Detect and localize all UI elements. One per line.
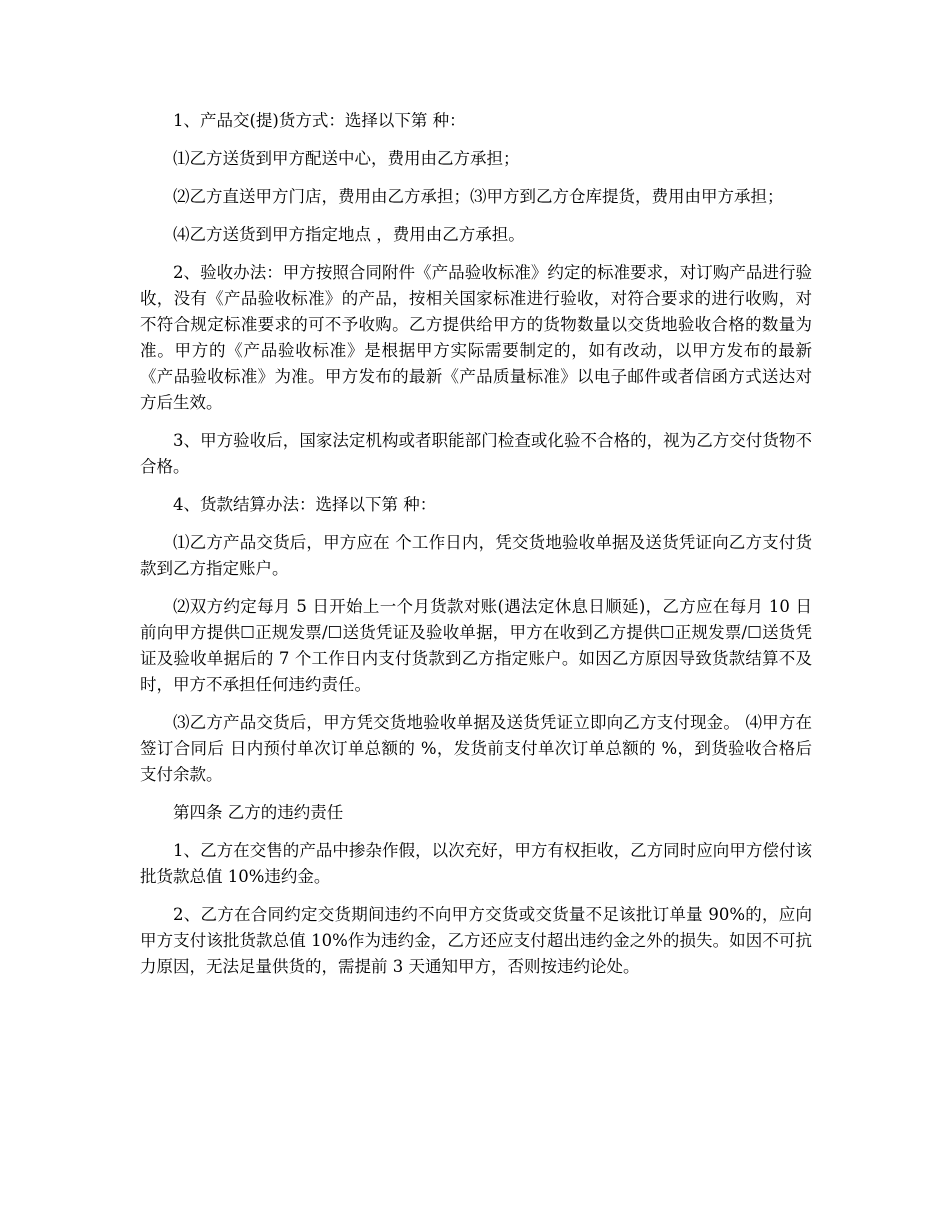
paragraph-post-acceptance: 3、甲方验收后，国家法定机构或者职能部门检查或化验不合格的，视为乙方交付货物不合格。 [140, 431, 812, 476]
paragraph-acceptance-method: 2、验收办法：甲方按照合同附件《产品验收标准》约定的标准要求，对订购产品进行验收，没有《产品验收标准》的产品，按相关国家标准进行验收，对符合要求的进行收购，对不符合规定标准要求的可不予收购。乙方提供给甲方的货物数量以交货地验收合格的数量为准。甲方的《产品验收标准》是根据甲方实际需要制定的，如有改动，以甲方发布的最新《产品验收标准》为准。甲方发布的最新《产品质量标准》以电子邮件或者信函方式送达对方后生效。 [140, 263, 812, 412]
paragraph-settlement-option-2: ⑵双方约定每月 5 日开始上一个月货款对账(遇法定休息日顺延)，乙方应在每月 10 日前向甲方提供☐正规发票/☐送货凭证及验收单据，甲方在收到乙方提供☐正规发票/☐送货凭证及验收单据后的 7 个工作日内支付货款到乙方指定账户。如因乙方原因导致货款结算不及时，甲方不承担任何违约责任。 [140, 597, 812, 694]
document-body [140, 108, 812, 992]
paragraph-settlement-option-3-4: ⑶乙方产品交货后，甲方凭交货地验收单据及送货凭证立即向乙方支付现金。 ⑷甲方在签订合同后 日内预付单次订单总额的 %，发货前支付单次订单总额的 %，到货验收合格后支付余款。 [140, 713, 812, 784]
paragraph-settlement-option-1: ⑴乙方产品交货后，甲方应在 个工作日内，凭交货地验收单据及送货凭证向乙方支付货款到乙方指定账户。 [140, 533, 812, 578]
paragraph-delivery-option-2-3: ⑵乙方直送甲方门店，费用由乙方承担；⑶甲方到乙方仓库提货，费用由甲方承担； [173, 187, 784, 206]
paragraph-delivery-option-1: ⑴乙方送货到甲方配送中心，费用由乙方承担； [173, 149, 520, 168]
paragraph-liability-1: 1、乙方在交售的产品中掺杂作假，以次充好，甲方有权拒收，乙方同时应向甲方偿付该批货款总值 10%违约金。 [140, 841, 812, 886]
paragraph-delivery-option-4: ⑷乙方送货到甲方指定地点 ，费用由乙方承担。 [173, 225, 525, 244]
paragraph-liability-2: 2、乙方在合同约定交货期间违约不向甲方交货或交货量不足该批订单量 90%的，应向甲方支付该批货款总值 10%作为违约金，乙方还应支付超出违约金之外的损失。如因不可抗力原因，无法足量供货的，需提前 3 天通知甲方，否则按违约论处。 [140, 905, 812, 976]
paragraph-settlement-method: 4、货款结算办法：选择以下第 种： [173, 495, 437, 514]
section-heading-article-4: 第四条 乙方的违约责任 [173, 803, 344, 822]
paragraph-delivery-method: 1、产品交(提)货方式：选择以下第 种： [173, 111, 466, 130]
